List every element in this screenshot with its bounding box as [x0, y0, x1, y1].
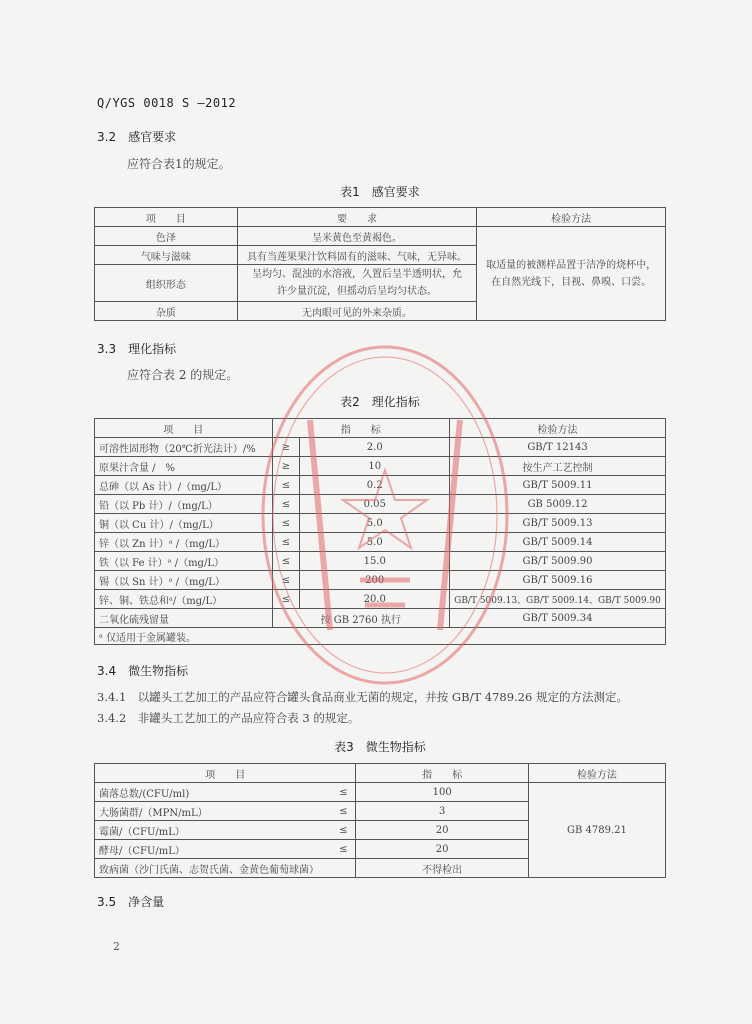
- item-cell: 组织形态: [95, 265, 238, 302]
- table-2-caption: 表2 理化指标: [340, 395, 420, 409]
- table-1-caption: 表1 感官要求: [340, 185, 420, 199]
- table-row: [95, 590, 666, 609]
- symbol-cell: ≤: [335, 802, 356, 821]
- symbol-cell: ≥: [272, 438, 300, 457]
- item-cell: 酵母/（CFU/mL）: [95, 840, 336, 859]
- section-3-5-heading: 3.5 净含量: [97, 895, 165, 909]
- method-cell: GB/T 5009.14: [450, 533, 666, 552]
- method-cell: GB/T 5009.34: [450, 609, 666, 628]
- table-row: [95, 476, 666, 495]
- table-header: 项 目: [95, 764, 356, 783]
- item-cell: 铜（以 Cu 计）/（mg/L）: [95, 514, 273, 533]
- table-header: 检验方法: [477, 208, 666, 227]
- requirement-line: 许少量沉淀，但摇动后呈均匀状态。: [277, 286, 438, 297]
- table-header: 项 目: [95, 419, 273, 438]
- table-header: 要 求: [237, 208, 477, 227]
- symbol-cell: ≤: [335, 840, 356, 859]
- value-cell: 15.0: [300, 552, 450, 571]
- requirement-cell: [237, 265, 477, 302]
- symbol-cell: ≤: [272, 552, 300, 571]
- section-3-4-1-text: 3.4.1 以罐头工艺加工的产品应符合罐头食品商业无菌的规定，并按 GB/T 4789.26 规定的方法测定。: [97, 690, 628, 704]
- method-cell: GB/T 5009.13: [450, 514, 666, 533]
- table-2-physicochemical: [94, 418, 666, 645]
- method-cell: GB/T 5009.13、GB/T 5009.14、GB/T 5009.90: [450, 590, 666, 609]
- value-cell: 20: [356, 840, 528, 859]
- table-row: [95, 514, 666, 533]
- section-3-3-heading: 3.3 理化指标: [97, 342, 177, 356]
- table-3-caption: 表3 微生物指标: [334, 740, 426, 754]
- value-cell: 10: [300, 457, 450, 476]
- value-cell: 20.0: [300, 590, 450, 609]
- item-cell: 铁（以 Fe 计）ᵃ /（mg/L）: [95, 552, 273, 571]
- method-cell: [477, 227, 666, 321]
- table-row: [95, 533, 666, 552]
- item-cell: 二氧化硫残留量: [95, 609, 273, 628]
- value-cell: 20: [356, 821, 528, 840]
- value-cell: 3: [356, 802, 528, 821]
- table-row: [95, 495, 666, 514]
- table-note: ᵃ 仅适用于金属罐装。: [95, 628, 666, 645]
- section-3-2-text: 应符合表1的规定。: [127, 157, 231, 171]
- value-cell: 0.2: [300, 476, 450, 495]
- table-3-microbial: [94, 763, 666, 878]
- item-cell: 菌落总数/(CFU/ml): [95, 783, 336, 802]
- method-cell: GB/T 5009.90: [450, 552, 666, 571]
- section-3-4-2-text: 3.4.2 非罐头工艺加工的产品应符合表 3 的规定。: [97, 711, 360, 725]
- standard-code: Q/YGS 0018 S —2012: [97, 96, 237, 110]
- method-cell: GB/T 12143: [450, 438, 666, 457]
- section-3-2-heading: 3.2 感官要求: [97, 130, 177, 144]
- table-row: [95, 552, 666, 571]
- value-cell: 按 GB 2760 执行: [272, 609, 449, 628]
- item-cell: 气味与滋味: [95, 246, 238, 265]
- requirement-cell: 具有当莲果果汁饮料固有的滋味、气味，无异味。: [237, 246, 477, 265]
- table-header: 项 目: [95, 208, 238, 227]
- item-cell: 杂质: [95, 302, 238, 321]
- value-cell: 0.05: [300, 495, 450, 514]
- table-row: [95, 783, 666, 802]
- requirement-line: 呈均匀、混浊的水溶液，久置后呈半透明状，允: [252, 269, 463, 280]
- value-cell: 200: [300, 571, 450, 590]
- symbol-cell: ≤: [335, 821, 356, 840]
- table-row: [95, 457, 666, 476]
- item-cell: 总砷（以 As 计）/（mg/L）: [95, 476, 273, 495]
- item-cell: 原果汁含量 / %: [95, 457, 273, 476]
- item-cell: 致病菌（沙门氏菌、志贺氏菌、金黄色葡萄球菌）: [95, 859, 356, 878]
- symbol-cell: ≥: [272, 457, 300, 476]
- symbol-cell: ≤: [272, 571, 300, 590]
- symbol-cell: ≤: [272, 476, 300, 495]
- table-row: [95, 438, 666, 457]
- symbol-cell: ≤: [272, 533, 300, 552]
- table-header: 检验方法: [528, 764, 665, 783]
- item-cell: 锡（以 Sn 计）ᵃ /（mg/L）: [95, 571, 273, 590]
- page-number: 2: [113, 940, 120, 953]
- item-cell: 可溶性固形物（20℃折光法计）/%: [95, 438, 273, 457]
- table-header: 检验方法: [450, 419, 666, 438]
- value-cell: 100: [356, 783, 528, 802]
- item-cell: 大肠菌群/（MPN/mL）: [95, 802, 336, 821]
- value-cell: 5.0: [300, 514, 450, 533]
- item-cell: 锌（以 Zn 计）ᵃ /（mg/L）: [95, 533, 273, 552]
- value-cell: 不得检出: [356, 859, 528, 878]
- method-line: 取适量的被测样品置于洁净的烧杯中，: [486, 259, 657, 271]
- symbol-cell: ≤: [272, 590, 300, 609]
- table-row: [95, 227, 666, 246]
- method-cell: GB 4789.21: [528, 783, 665, 878]
- table-header: 指 标: [356, 764, 528, 783]
- method-cell: GB/T 5009.16: [450, 571, 666, 590]
- item-cell: 锌、铜、铁总和ᵃ/（mg/L）: [95, 590, 273, 609]
- method-cell: GB 5009.12: [450, 495, 666, 514]
- table-note-row: [95, 628, 666, 645]
- value-cell: 5.0: [300, 533, 450, 552]
- item-cell: 色泽: [95, 227, 238, 246]
- item-cell: 霉菌/（CFU/mL）: [95, 821, 336, 840]
- requirement-cell: 呈米黄色至黄褐色。: [237, 227, 477, 246]
- method-cell: GB/T 5009.11: [450, 476, 666, 495]
- section-3-3-text: 应符合表 2 的规定。: [127, 368, 239, 382]
- table-1-sensory: [94, 207, 666, 321]
- item-cell: 铅（以 Pb 计）/（mg/L）: [95, 495, 273, 514]
- symbol-cell: ≤: [272, 495, 300, 514]
- method-cell: 按生产工艺控制: [450, 457, 666, 476]
- table-header: 指 标: [272, 419, 449, 438]
- symbol-cell: ≤: [272, 514, 300, 533]
- value-cell: 2.0: [300, 438, 450, 457]
- table-row: [95, 609, 666, 628]
- requirement-cell: 无肉眼可见的外来杂质。: [237, 302, 477, 321]
- section-3-4-heading: 3.4 微生物指标: [97, 664, 189, 678]
- table-row: [95, 571, 666, 590]
- symbol-cell: ≤: [335, 783, 356, 802]
- method-line: 在自然光线下，目视、鼻嗅、口尝。: [491, 276, 652, 288]
